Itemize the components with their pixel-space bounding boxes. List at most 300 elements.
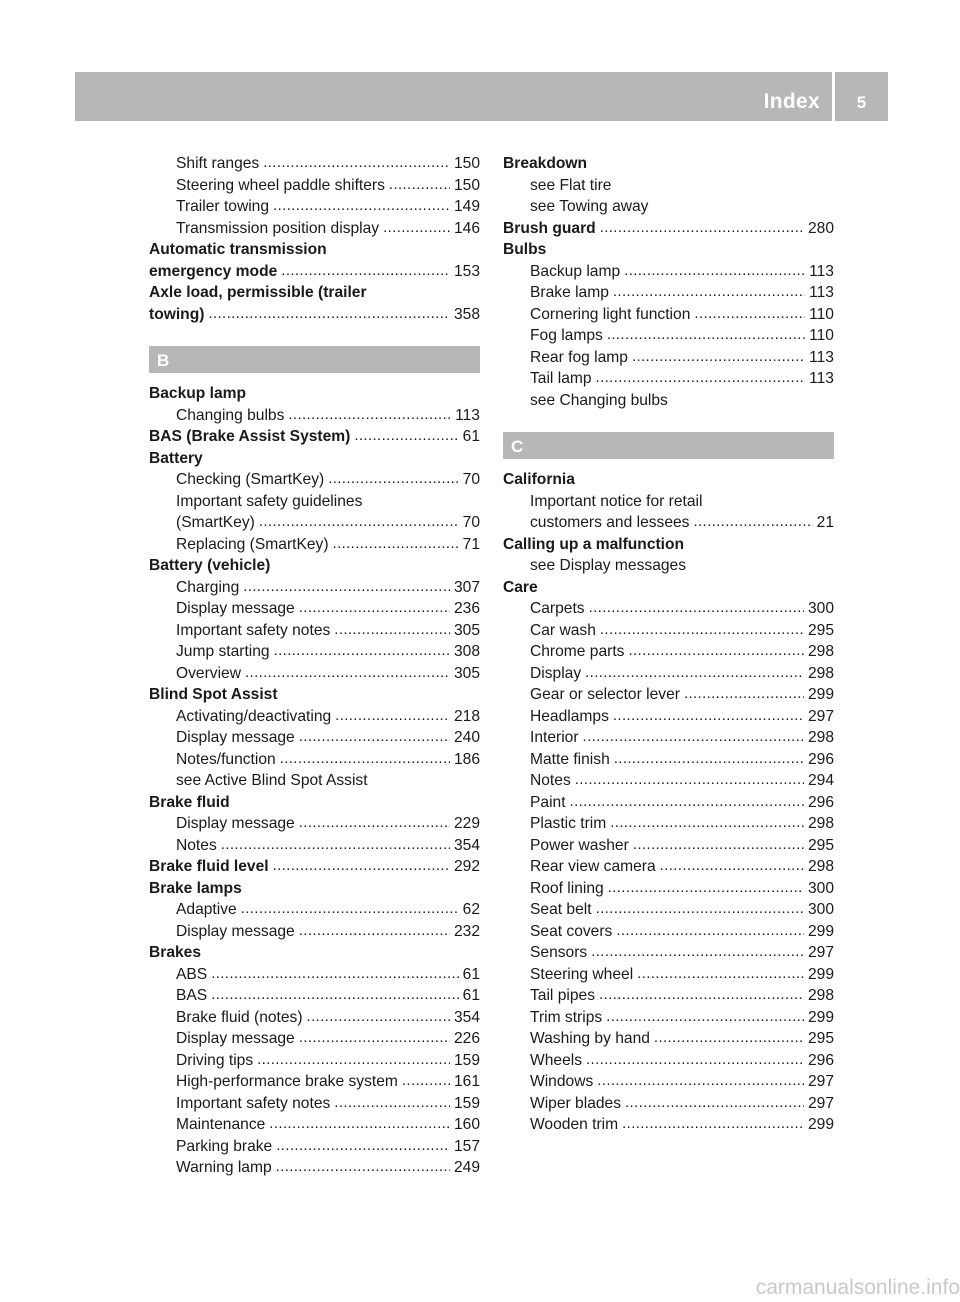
entry-text: Display message — [176, 922, 295, 940]
dot-leader — [614, 748, 804, 770]
entry-text: Important safety guidelines — [176, 492, 363, 510]
page-reference: 62 — [462, 901, 480, 918]
dot-leader — [211, 963, 458, 985]
entry-text: Car wash — [530, 621, 596, 639]
entry-text: Shift ranges — [176, 155, 260, 172]
page-reference: 149 — [453, 198, 480, 215]
index-subentry — [503, 1007, 834, 1029]
entry-text: Brush guard — [503, 219, 596, 237]
index-subentry — [503, 196, 834, 218]
index-subentry — [149, 1157, 480, 1179]
entry-text: Wheels — [530, 1051, 582, 1069]
dot-leader — [288, 404, 451, 426]
index-subentry — [503, 921, 834, 943]
index-subentry — [149, 813, 480, 835]
index-subentry — [503, 368, 834, 390]
page-reference: 298 — [807, 987, 834, 1004]
index-subentry — [503, 727, 834, 749]
entry-text: Plastic trim — [530, 815, 607, 832]
index-subentry — [149, 749, 480, 771]
page-reference: 70 — [462, 514, 480, 531]
index-subentry — [149, 196, 480, 218]
index-subentry — [149, 727, 480, 749]
dot-leader — [269, 1113, 450, 1135]
entry-text: BAS (Brake Assist System) — [149, 428, 351, 445]
entry-text: Cornering light function — [530, 305, 691, 323]
entry-text: Brake fluid level — [149, 858, 269, 875]
page-reference: 110 — [809, 327, 834, 344]
page-reference: 299 — [807, 1116, 834, 1133]
index-subentry — [149, 598, 480, 620]
index-entry — [149, 261, 480, 283]
section-letter: C — [511, 437, 524, 456]
page-reference: 297 — [807, 944, 834, 961]
index-entry — [149, 426, 480, 448]
dot-leader — [274, 640, 450, 662]
dot-leader — [575, 769, 804, 791]
entry-text: Rear view camera — [530, 858, 656, 875]
page-reference: 296 — [807, 793, 834, 811]
entry-text: Warning lamp — [176, 1159, 272, 1176]
header-title-box — [75, 72, 832, 121]
dot-leader — [299, 812, 450, 834]
page-reference: 299 — [807, 1008, 834, 1026]
dot-leader — [273, 855, 450, 877]
index-subentry — [503, 641, 834, 663]
entry-text: Sensors — [530, 944, 588, 961]
entry-text: Parking brake — [176, 1137, 273, 1155]
entry-text: Maintenance — [176, 1116, 266, 1133]
entry-text: Washing by hand — [530, 1030, 650, 1047]
entry-text: Wiper blades — [530, 1094, 622, 1112]
index-subentry — [503, 706, 834, 728]
entry-text: Notes/function — [176, 750, 276, 768]
index-subentry — [149, 899, 480, 921]
dot-leader — [221, 834, 450, 856]
entry-text: Changing bulbs — [176, 406, 285, 424]
entry-text: Brake fluid — [149, 793, 230, 811]
index-entry — [503, 218, 834, 240]
index-entry — [149, 555, 480, 577]
entry-text: Important safety notes — [176, 621, 331, 639]
index-entry — [149, 448, 480, 470]
dot-leader — [586, 1049, 804, 1071]
index-subentry — [503, 899, 834, 921]
entry-text: Display message — [176, 1030, 295, 1047]
index-subentry — [149, 405, 480, 427]
entry-text: Display message — [176, 729, 295, 746]
page-reference: 305 — [453, 621, 480, 639]
dot-leader — [693, 511, 812, 533]
entry-text: Gear or selector lever — [530, 686, 680, 703]
entry-text: High-performance brake system — [176, 1073, 398, 1090]
index-subentry — [149, 1007, 480, 1029]
entry-text: Trailer towing — [176, 198, 270, 215]
dot-leader — [299, 597, 450, 619]
page-reference: 298 — [807, 664, 834, 682]
page-reference: 157 — [453, 1137, 480, 1155]
index-subentry — [149, 770, 480, 792]
index-subentry — [503, 684, 834, 706]
index-subentry — [149, 1050, 480, 1072]
entry-text: Brake fluid (notes) — [176, 1008, 303, 1026]
page-reference: 295 — [807, 1030, 834, 1047]
index-entry — [503, 534, 834, 556]
page-reference: 358 — [453, 305, 480, 323]
dot-leader — [333, 533, 459, 555]
dot-leader — [637, 963, 804, 985]
index-subentry — [149, 153, 480, 175]
page-reference: 186 — [453, 750, 480, 768]
index-entry — [149, 856, 480, 878]
dot-leader — [613, 281, 805, 303]
index-subentry — [149, 175, 480, 197]
index-subentry — [149, 641, 480, 663]
page-reference: 240 — [453, 729, 480, 746]
index-subentry — [149, 706, 480, 728]
index-entry — [149, 282, 480, 304]
dot-leader — [334, 619, 450, 641]
dot-leader — [334, 1092, 450, 1114]
index-subentry — [503, 175, 834, 197]
index-entry — [149, 942, 480, 964]
index-subentry — [149, 1136, 480, 1158]
entry-text: Care — [503, 578, 538, 596]
entry-text: see Changing bulbs — [530, 391, 668, 409]
entry-text: Driving tips — [176, 1051, 254, 1069]
page-reference: 280 — [807, 219, 834, 237]
dot-leader — [613, 705, 804, 727]
entry-text: Display message — [176, 815, 295, 832]
page-reference: 61 — [462, 965, 480, 983]
page-reference: 292 — [453, 858, 480, 875]
entry-text: ABS — [176, 965, 208, 983]
page-reference: 236 — [453, 600, 480, 617]
entry-text: Brake lamp — [530, 284, 609, 301]
entry-text: Overview — [176, 664, 241, 682]
dot-leader — [608, 877, 804, 899]
dot-leader — [263, 152, 450, 174]
index-subentry — [503, 985, 834, 1007]
entry-text: customers and lessees — [530, 514, 690, 531]
entry-text: Brake lamps — [149, 879, 242, 897]
entry-text: Seat belt — [530, 901, 592, 918]
page-reference: 354 — [453, 836, 480, 854]
dot-leader — [632, 346, 805, 368]
entry-text: Brakes — [149, 944, 202, 961]
index-subentry — [149, 1093, 480, 1115]
index-entry — [503, 577, 834, 599]
entry-text: Blind Spot Assist — [149, 686, 278, 703]
dot-leader — [276, 1135, 450, 1157]
dot-leader — [596, 898, 804, 920]
index-subentry — [503, 663, 834, 685]
entry-text: Replacing (SmartKey) — [176, 535, 329, 553]
index-subentry — [149, 218, 480, 240]
page-reference: 113 — [455, 406, 480, 424]
entry-text: Display message — [176, 600, 295, 617]
page-reference: 161 — [453, 1073, 480, 1090]
index-subentry — [503, 282, 834, 304]
entry-text: Checking (SmartKey) — [176, 471, 325, 488]
entry-text: Backup lamp — [530, 262, 621, 280]
index-subentry — [503, 325, 834, 347]
index-subentry — [149, 534, 480, 556]
entry-text: Jump starting — [176, 643, 270, 660]
entry-text: see Towing away — [530, 198, 649, 215]
dot-leader — [383, 217, 450, 239]
entry-text: Matte finish — [530, 750, 610, 768]
entry-text: (SmartKey) — [176, 514, 255, 531]
page-reference: 71 — [462, 535, 480, 553]
entry-text: Activating/deactivating — [176, 707, 332, 725]
entry-text: Bulbs — [503, 241, 547, 258]
dot-leader — [281, 260, 450, 282]
entry-text: Paint — [530, 793, 566, 811]
page-reference: 159 — [453, 1094, 480, 1112]
dot-leader — [273, 195, 450, 217]
entry-text: Axle load, permissible (trailer — [149, 284, 367, 301]
page-header — [75, 72, 888, 121]
index-entry — [503, 239, 834, 261]
dot-leader — [607, 324, 805, 346]
index-subentry — [503, 390, 834, 412]
page-reference: 296 — [807, 750, 834, 768]
page-reference: 294 — [807, 772, 834, 789]
index-subentry — [149, 985, 480, 1007]
entry-text: Fog lamps — [530, 327, 603, 344]
entry-text: Calling up a malfunction — [503, 535, 685, 553]
entry-text: Backup lamp — [149, 385, 247, 402]
dot-leader — [307, 1006, 450, 1028]
page-reference: 159 — [453, 1051, 480, 1069]
page-reference: 229 — [453, 815, 480, 832]
entry-text: towing) — [149, 305, 205, 323]
entry-text: California — [503, 471, 575, 488]
index-subentry — [149, 921, 480, 943]
dot-leader — [570, 791, 804, 813]
entry-text: Headlamps — [530, 707, 609, 725]
index-subentry — [503, 347, 834, 369]
dot-leader — [606, 1006, 804, 1028]
index-subentry — [149, 491, 480, 513]
index-subentry — [503, 835, 834, 857]
index-subentry — [503, 304, 834, 326]
dot-leader — [633, 834, 804, 856]
index-entry — [503, 153, 834, 175]
entry-text: see Active Blind Spot Assist — [176, 772, 368, 789]
index-column-left — [149, 153, 480, 1179]
dot-leader — [335, 705, 450, 727]
index-subentry — [503, 1114, 834, 1136]
index-subentry — [149, 1028, 480, 1050]
index-subentry — [503, 964, 834, 986]
dot-leader — [597, 1070, 804, 1092]
index-subentry — [503, 770, 834, 792]
index-entry — [149, 792, 480, 814]
page-reference: 249 — [453, 1159, 480, 1176]
page-reference: 300 — [807, 901, 834, 918]
dot-leader — [328, 468, 458, 490]
page-reference: 232 — [453, 922, 480, 940]
index-subentry — [503, 491, 834, 513]
dot-leader — [299, 920, 450, 942]
page-reference: 113 — [809, 348, 834, 366]
page-reference: 21 — [816, 514, 834, 531]
entry-text: Battery (vehicle) — [149, 557, 271, 574]
dot-leader — [616, 920, 804, 942]
dot-leader — [243, 576, 450, 598]
index-subentry — [149, 663, 480, 685]
dot-leader — [625, 1092, 804, 1114]
page-reference: 113 — [809, 284, 834, 301]
page-reference: 298 — [807, 815, 834, 832]
index-entry — [149, 684, 480, 706]
dot-leader — [259, 511, 459, 533]
entry-text: see Flat tire — [530, 176, 612, 194]
index-entry — [149, 239, 480, 261]
page-reference: 218 — [453, 707, 480, 725]
entry-text: Windows — [530, 1073, 594, 1090]
page-reference: 150 — [453, 155, 480, 172]
dot-leader — [208, 303, 450, 325]
index-subentry — [503, 512, 834, 534]
page-reference: 146 — [453, 219, 480, 237]
dot-leader — [610, 812, 804, 834]
dot-leader — [354, 425, 458, 447]
dot-leader — [600, 217, 804, 239]
page-reference: 113 — [809, 262, 834, 280]
index-subentry — [503, 813, 834, 835]
dot-leader — [654, 1027, 804, 1049]
page-reference: 226 — [453, 1030, 480, 1047]
entry-text: Interior — [530, 729, 579, 746]
page-reference: 296 — [807, 1051, 834, 1069]
page-reference: 300 — [807, 879, 834, 897]
page-reference: 61 — [462, 987, 480, 1004]
index-entry — [503, 469, 834, 491]
dot-leader — [299, 1027, 450, 1049]
entry-text: Important safety notes — [176, 1094, 331, 1112]
dot-leader — [694, 303, 805, 325]
index-subentry — [149, 1071, 480, 1093]
header-page-box — [835, 72, 888, 121]
index-subentry — [503, 792, 834, 814]
entry-text: Important notice for retail — [530, 492, 703, 510]
dot-leader — [660, 855, 804, 877]
entry-text: Tail pipes — [530, 987, 596, 1004]
section-header — [149, 346, 480, 373]
page-reference: 298 — [807, 729, 834, 746]
dot-leader — [583, 726, 804, 748]
page-reference: 295 — [807, 621, 834, 639]
entry-text: Power washer — [530, 836, 629, 854]
entry-text: Adaptive — [176, 901, 237, 918]
index-subentry — [503, 1071, 834, 1093]
dot-leader — [211, 984, 458, 1006]
dot-leader — [299, 726, 450, 748]
entry-text: Roof lining — [530, 879, 604, 897]
page-reference: 297 — [807, 707, 834, 725]
index-subentry — [503, 555, 834, 577]
entry-text: Trim strips — [530, 1008, 603, 1026]
dot-leader — [600, 619, 804, 641]
index-subentry — [149, 620, 480, 642]
index-subentry — [503, 598, 834, 620]
index-subentry — [503, 261, 834, 283]
entry-text: Charging — [176, 578, 240, 596]
dot-leader — [585, 662, 804, 684]
entry-text: Seat covers — [530, 922, 613, 940]
dot-leader — [280, 748, 450, 770]
page-reference: 150 — [453, 176, 480, 194]
page-reference: 299 — [807, 965, 834, 983]
index-subentry — [503, 1028, 834, 1050]
page-reference: 307 — [453, 578, 480, 596]
page-reference: 153 — [453, 262, 480, 280]
index-subentry — [503, 878, 834, 900]
page-number: 5 — [856, 93, 867, 112]
dot-leader — [622, 1113, 804, 1135]
entry-text: Breakdown — [503, 155, 588, 172]
index-entry — [149, 304, 480, 326]
header-title: Index — [763, 90, 820, 113]
index-column-right — [503, 153, 834, 1136]
index-subentry — [503, 620, 834, 642]
index-subentry — [149, 469, 480, 491]
section-header — [503, 432, 834, 459]
dot-leader — [257, 1049, 450, 1071]
entry-text: BAS — [176, 987, 208, 1004]
page-reference: 70 — [462, 471, 480, 488]
index-subentry — [503, 749, 834, 771]
page-reference: 354 — [453, 1008, 480, 1026]
entry-text: Chrome parts — [530, 643, 625, 660]
page-reference: 308 — [453, 643, 480, 660]
dot-leader — [241, 898, 459, 920]
page-reference: 300 — [807, 600, 834, 617]
dot-leader — [628, 640, 804, 662]
index-subentry — [149, 577, 480, 599]
page-reference: 298 — [807, 858, 834, 875]
index-subentry — [503, 856, 834, 878]
dot-leader — [591, 941, 804, 963]
dot-leader — [684, 683, 804, 705]
entry-text: Automatic transmission — [149, 241, 327, 258]
index-entry — [149, 383, 480, 405]
dot-leader — [389, 174, 450, 196]
watermark: carmanualsonline.info — [755, 1276, 960, 1299]
page-reference: 110 — [809, 305, 834, 323]
entry-text: Display — [530, 664, 582, 682]
dot-leader — [245, 662, 450, 684]
entry-text: Notes — [530, 772, 571, 789]
entry-text: Tail lamp — [530, 370, 592, 387]
entry-text: Rear fog lamp — [530, 348, 628, 366]
entry-text: Steering wheel — [530, 965, 634, 983]
entry-text: Steering wheel paddle shifters — [176, 176, 385, 194]
page-reference: 305 — [453, 664, 480, 682]
index-subentry — [503, 942, 834, 964]
page-reference: 61 — [462, 428, 480, 445]
index-subentry — [503, 1050, 834, 1072]
entry-text: Notes — [176, 836, 217, 854]
index-subentry — [149, 512, 480, 534]
index-subentry — [149, 1114, 480, 1136]
dot-leader — [276, 1156, 450, 1178]
page-reference: 160 — [453, 1116, 480, 1133]
page-reference: 295 — [807, 836, 834, 854]
